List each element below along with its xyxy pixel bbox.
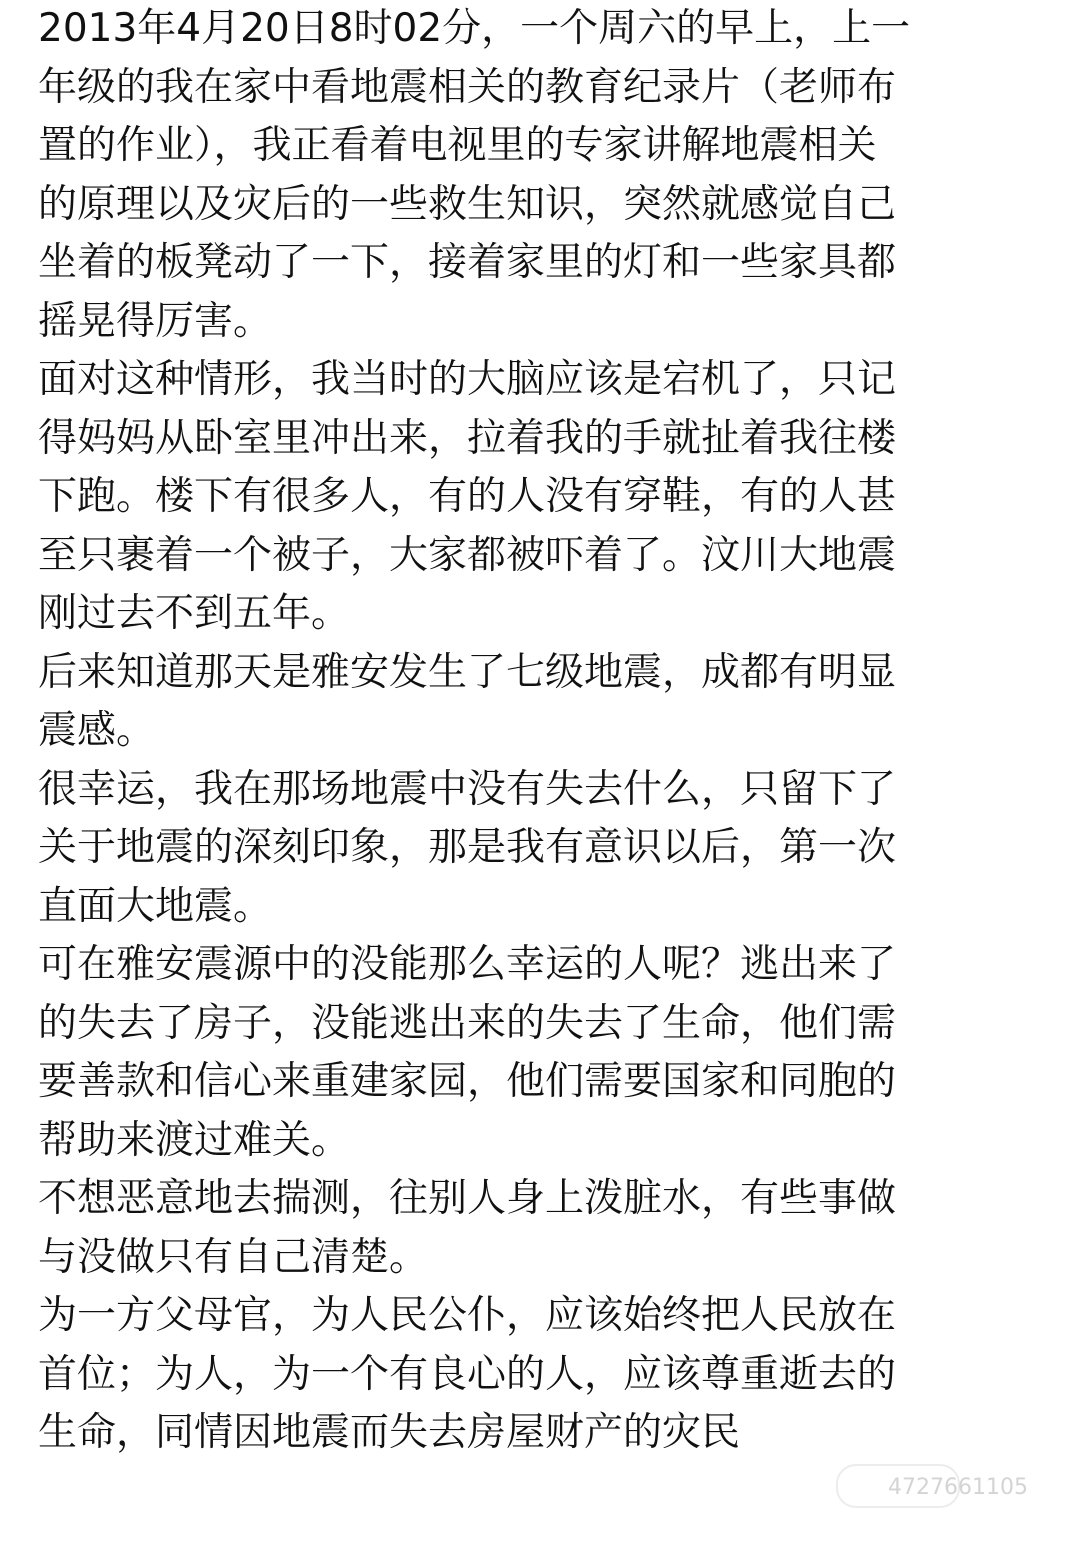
text-line: 为一方父母官，为人民公仆，应该始终把人民放在: [38, 1293, 897, 1338]
text-line: 年级的我在家中看地震相关的教育纪录片（老师布: [38, 64, 897, 110]
text-line: 刚过去不到五年。: [38, 591, 351, 636]
article-text: [38, 0, 1048, 1463]
text-line: 首位；为人，为一个有良心的人，应该尊重逝去的: [38, 1351, 897, 1397]
text-line: 至只裹着一个被子，大家都被吓着了。汶川大地震: [38, 532, 897, 578]
text-line: 坐着的板凳动了一下，接着家里的灯和一些家具都: [38, 240, 897, 285]
text-line: 生命，同情因地震而失去房屋财产的灾民: [38, 1410, 741, 1455]
text-line: 面对这种情形，我当时的大脑应该是宕机了，只记: [38, 357, 897, 402]
text-line: 得妈妈从卧室里冲出来，拉着我的手就扯着我往楼: [38, 415, 897, 461]
text-line: 很幸运，我在那场地震中没有失去什么，只留下了: [38, 766, 897, 812]
text-line: 下跑。楼下有很多人，有的人没有穿鞋，有的人甚: [38, 474, 897, 519]
text-line: 帮助来渡过难关。: [38, 1117, 351, 1163]
text-line: 不想恶意地去揣测，往别人身上泼脏水，有些事做: [38, 1176, 897, 1221]
text-line: 2013年4月20日8时02分，一个周六的早上，上一: [38, 6, 911, 51]
text-line: 的失去了房子，没能逃出来的失去了生命，他们需: [38, 1000, 897, 1046]
text-line: 关于地震的深刻印象，那是我有意识以后，第一次: [38, 825, 897, 870]
text-line: 直面大地震。: [38, 883, 273, 929]
text-line: 置的作业），我正看着电视里的专家讲解地震相关: [38, 123, 877, 168]
text-line: 要善款和信心来重建家园，他们需要国家和同胞的: [38, 1059, 897, 1104]
watermark: 4727661105: [888, 1475, 1028, 1500]
text-line: 摇晃得厉害。: [38, 298, 273, 344]
text-line: 震感。: [38, 708, 156, 753]
text-line: 可在雅安震源中的没能那么幸运的人呢？逃出来了: [38, 942, 897, 987]
text-line: 的原理以及灾后的一些救生知识，突然就感觉自己: [38, 181, 897, 227]
text-line: 与没做只有自己清楚。: [38, 1234, 429, 1280]
text-line: 后来知道那天是雅安发生了七级地震，成都有明显: [38, 649, 897, 695]
